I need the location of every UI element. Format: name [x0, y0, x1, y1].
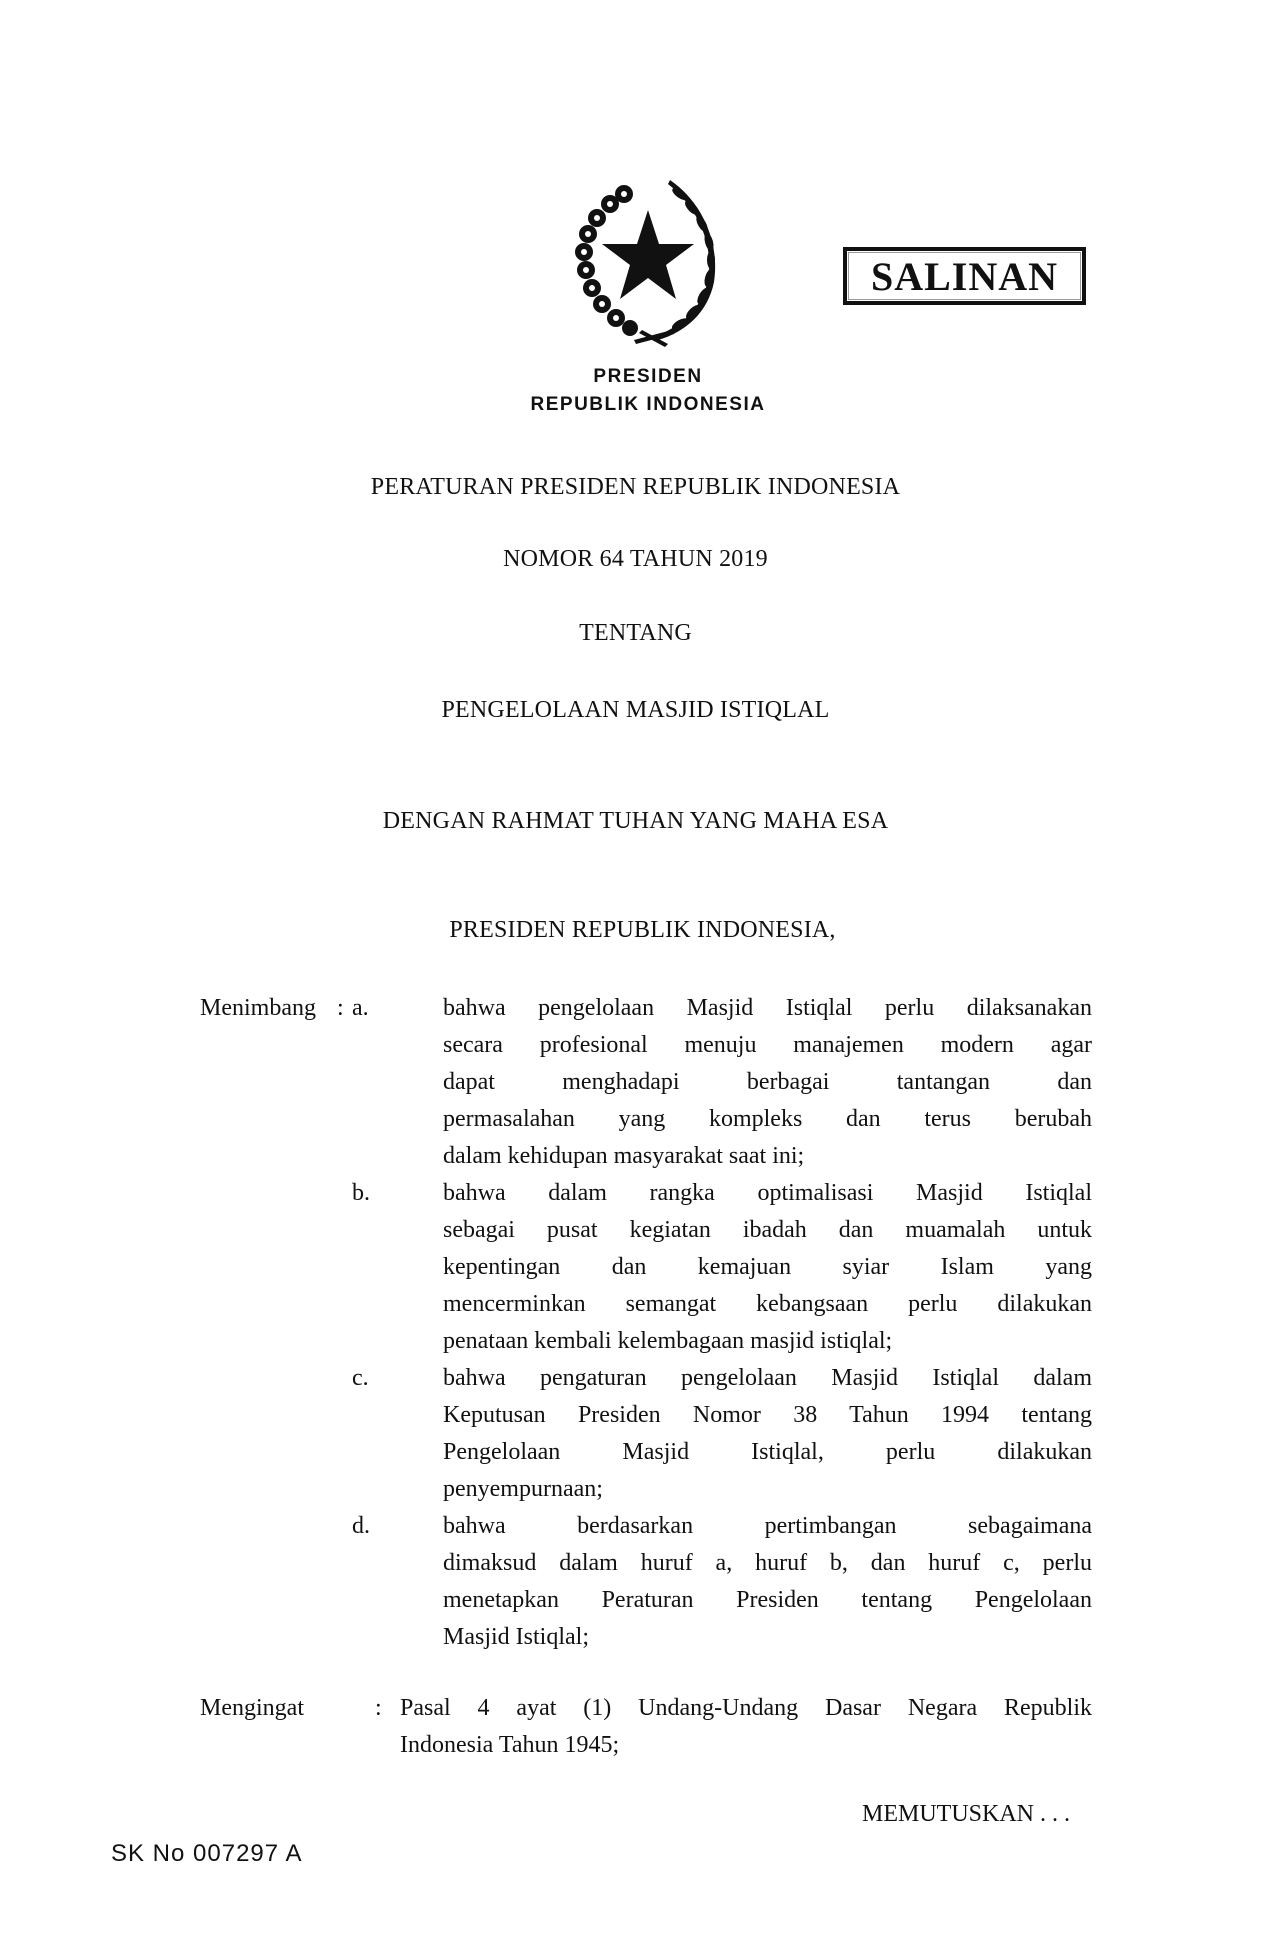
text-line: kepentingan dan kemajuan syiar Islam yang: [443, 1254, 1092, 1280]
mengingat-colon: :: [375, 1695, 382, 1721]
continuation-marker: MEMUTUSKAN . . .: [862, 1801, 1071, 1827]
item-letter-c: c.: [352, 1365, 369, 1391]
item-letter-a: a.: [352, 995, 369, 1021]
text-line: dimaksud dalam huruf a, huruf b, dan huruf c, perlu: [443, 1550, 1092, 1576]
mengingat-label: Mengingat: [200, 1695, 304, 1721]
stamp-inner-border: [848, 252, 1081, 300]
stamp-label: SALINAN: [870, 253, 1059, 299]
mengingat-text: [400, 1690, 1092, 1764]
text-line: penyempurnaan;: [443, 1476, 603, 1502]
document-title: PERATURAN PRESIDEN REPUBLIK INDONESIA: [370, 474, 901, 500]
text-line: Masjid Istiqlal;: [443, 1624, 589, 1650]
document-about-label: TENTANG: [579, 620, 692, 646]
document-subject: PENGELOLAAN MASJID ISTIQLAL: [441, 697, 830, 723]
text-line: bahwa dalam rangka optimalisasi Masjid Istiqlal: [443, 1180, 1092, 1206]
text-line: menetapkan Peraturan Presiden tentang Pengelolaan: [443, 1587, 1092, 1613]
menimbang-label: Menimbang: [200, 995, 316, 1021]
menimbang-colon: :: [337, 995, 344, 1021]
text-line: bahwa pengaturan pengelolaan Masjid Istiqlal dalam: [443, 1365, 1092, 1391]
sk-number: SK No 007297 A: [111, 1840, 303, 1867]
text-line: bahwa berdasarkan pertimbangan sebagaimana: [443, 1513, 1092, 1539]
menimbang-item-c: [443, 1360, 1092, 1508]
text-line: Keputusan Presiden Nomor 38 Tahun 1994 tentang: [443, 1402, 1092, 1428]
item-letter-b: b.: [352, 1180, 370, 1206]
text-line: bahwa pengelolaan Masjid Istiqlal perlu dilaksanakan: [443, 995, 1092, 1021]
authority-line: PRESIDEN REPUBLIK INDONESIA,: [449, 917, 836, 943]
text-line: secara profesional menuju manajemen modern agar: [443, 1032, 1092, 1058]
text-line: Pasal 4 ayat (1) Undang-Undang Dasar Negara Republik: [400, 1695, 1092, 1721]
invocation: DENGAN RAHMAT TUHAN YANG MAHA ESA: [382, 808, 889, 834]
text-line: mencerminkan semangat kebangsaan perlu dilakukan: [443, 1291, 1092, 1317]
menimbang-item-a: [443, 990, 1092, 1175]
text-line: Pengelolaan Masjid Istiqlal, perlu dilakukan: [443, 1439, 1092, 1465]
text-line: dapat menghadapi berbagai tantangan dan: [443, 1069, 1092, 1095]
item-letter-d: d.: [352, 1513, 370, 1539]
text-line: dalam kehidupan masyarakat saat ini;: [443, 1143, 805, 1169]
copy-stamp: [843, 247, 1086, 305]
text-line: Indonesia Tahun 1945;: [400, 1732, 620, 1758]
document-number: NOMOR 64 TAHUN 2019: [503, 546, 768, 572]
menimbang-item-d: [443, 1508, 1092, 1656]
text-line: sebagai pusat kegiatan ibadah dan muamalah untuk: [443, 1217, 1092, 1243]
text-line: permasalahan yang kompleks dan terus berubah: [443, 1106, 1092, 1132]
issuer-line-2: REPUBLIK INDONESIA: [530, 394, 766, 415]
issuer-line-1: PRESIDEN: [593, 366, 703, 387]
text-line: penataan kembali kelembagaan masjid istiqlal;: [443, 1328, 893, 1354]
presidential-seal-icon: [572, 172, 724, 348]
menimbang-item-b: [443, 1175, 1092, 1360]
